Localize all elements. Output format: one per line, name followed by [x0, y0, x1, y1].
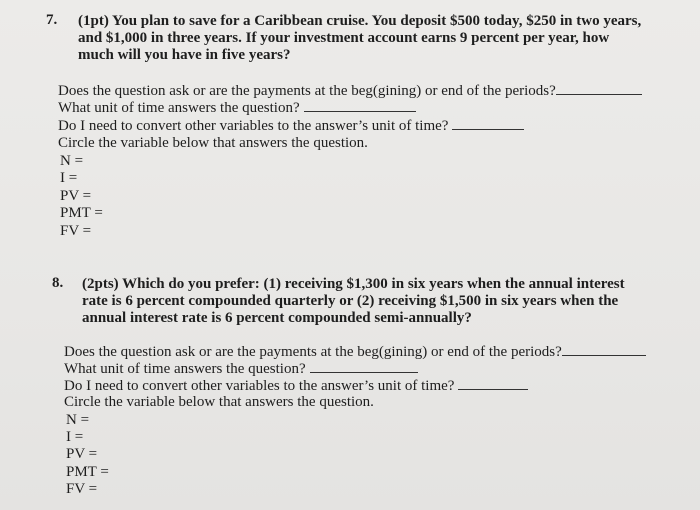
q7-prompt-convert: [58, 117, 524, 135]
q7-answer-blank-timing[interactable]: [556, 82, 642, 95]
q7-var-n[interactable]: N =: [60, 153, 84, 169]
q7-answer-blank-unit[interactable]: [304, 99, 416, 112]
q7-var-fv[interactable]: FV =: [60, 223, 92, 239]
q8-prompt-unit-text: What unit of time answers the question?: [64, 361, 306, 377]
q8-text-line: (2pts) Which do you prefer: (1) receiving $1,300 in six years when the annual interest: [82, 276, 625, 292]
q7-number: 7.: [46, 12, 58, 28]
q8-prompt-convert: [64, 377, 528, 395]
q8-prompt-circle: Circle the variable below that answers the question.: [64, 394, 374, 410]
q7-answer-blank-convert[interactable]: [452, 117, 524, 130]
q8-var-pv[interactable]: PV =: [66, 446, 98, 462]
q8-answer-blank-timing[interactable]: [562, 343, 646, 356]
q8-answer-blank-convert[interactable]: [458, 377, 528, 390]
q7-text-line: and $1,000 in three years. If your investment account earns 9 percent per year, how: [78, 30, 610, 46]
q8-var-n[interactable]: N =: [66, 412, 90, 428]
q7-prompt-timing-text: Does the question ask or are the payments at the beg(gining) or end of the periods?: [58, 83, 556, 99]
q8-question-text: [82, 276, 625, 327]
q7-text-line: much will you have in five years?: [78, 47, 291, 63]
q8-var-i[interactable]: I =: [66, 429, 84, 445]
q7-text-line: (1pt) You plan to save for a Caribbean cruise. You deposit $500 today, $250 in two years,: [78, 13, 642, 29]
q7-var-pv[interactable]: PV =: [60, 188, 92, 204]
q7-prompt-timing: [58, 82, 642, 100]
q8-var-pmt[interactable]: PMT =: [66, 464, 109, 480]
q8-text-line: annual interest rate is 6 percent compounded semi-annually?: [82, 310, 472, 326]
q8-number: 8.: [52, 275, 64, 291]
q8-prompt-unit: [64, 360, 418, 378]
q8-prompt-timing: [64, 343, 646, 361]
q8-answer-blank-unit[interactable]: [310, 360, 418, 373]
q8-prompt-timing-text: Does the question ask or are the payments at the beg(gining) or end of the periods?: [64, 344, 562, 360]
q7-prompt-unit: [58, 99, 416, 117]
q8-prompt-convert-text: Do I need to convert other variables to the answer’s unit of time?: [64, 378, 455, 394]
q8-text-line: rate is 6 percent compounded quarterly or (2) receiving $1,500 in six years when the: [82, 293, 619, 309]
q7-var-pmt[interactable]: PMT =: [60, 205, 103, 221]
q7-prompt-unit-text: What unit of time answers the question?: [58, 100, 300, 116]
q7-var-i[interactable]: I =: [60, 170, 78, 186]
q7-question-text: [78, 13, 641, 64]
q7-prompt-convert-text: Do I need to convert other variables to the answer’s unit of time?: [58, 118, 449, 134]
q7-prompt-circle: Circle the variable below that answers the question.: [58, 135, 368, 151]
q8-var-fv[interactable]: FV =: [66, 481, 98, 497]
